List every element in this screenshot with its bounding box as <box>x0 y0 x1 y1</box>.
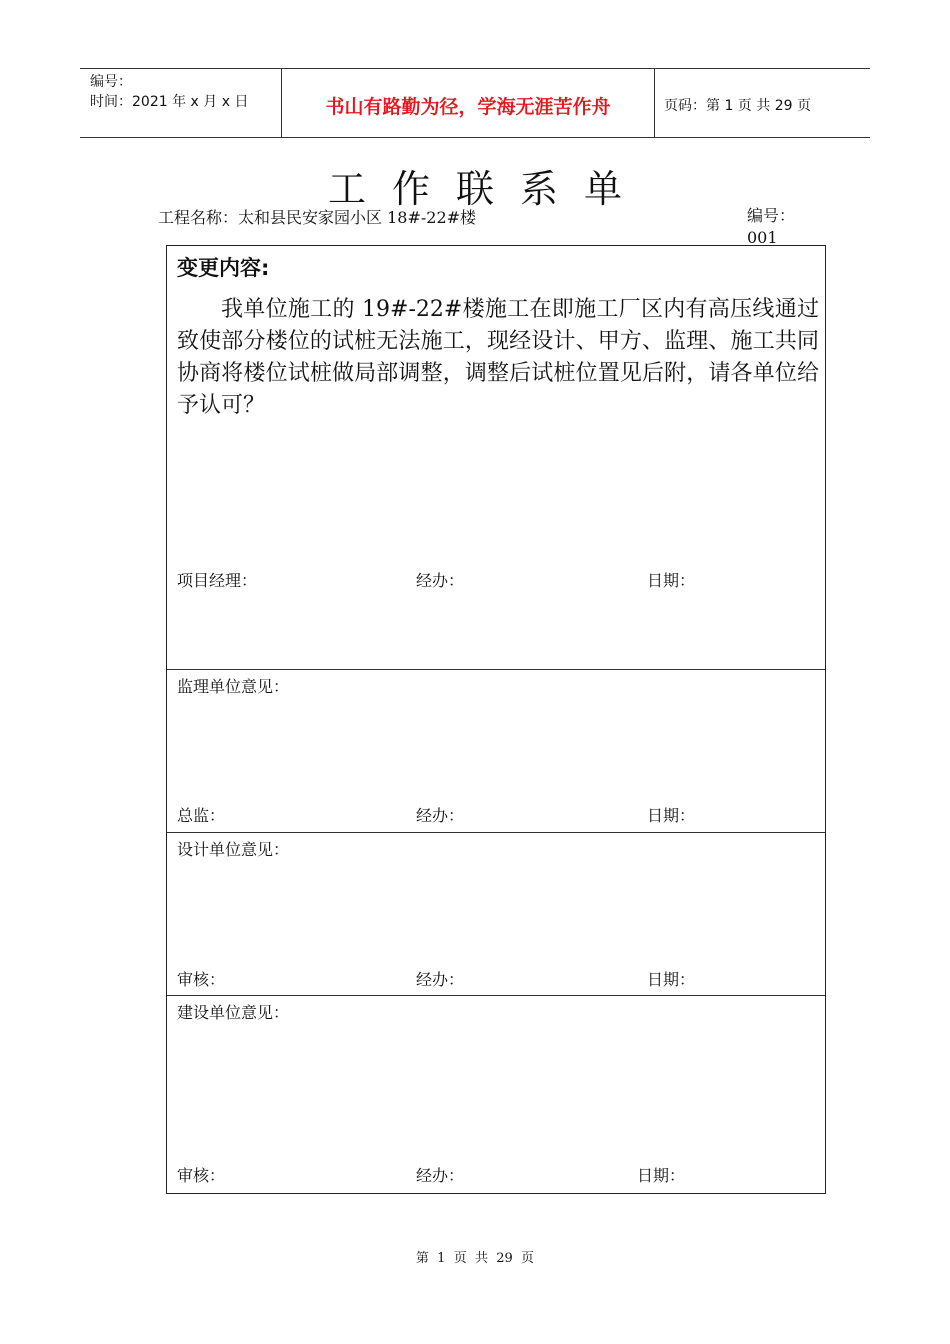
change-body: 我单位施工的 19#-22#楼施工在即施工厂区内有高压线通过致使部分楼位的试桩无法施工，现经设计、甲方、监理、施工共同协商将楼位试桩做局部调整，调整后试桩位置见后附，请各单位给予认可？ <box>177 297 819 418</box>
design-title: 设计单位意见： <box>177 840 290 859</box>
design-handler-label: 经办： <box>416 970 465 989</box>
header-page-cell <box>655 69 870 137</box>
design-review-label: 审核： <box>177 970 226 989</box>
header-motto-cell <box>282 69 655 137</box>
construction-date-label: 日期： <box>637 1166 686 1185</box>
supervision-title: 监理单位意见： <box>177 677 290 696</box>
header-table <box>80 68 870 138</box>
page-title: 工作联系单 <box>327 167 648 211</box>
section-divider <box>167 669 825 670</box>
doc-number <box>747 205 807 249</box>
page-footer: 第 1 页 共 29 页 <box>415 1251 535 1266</box>
construction-review-label: 审核： <box>177 1166 226 1185</box>
change-heading: 变更内容: <box>177 256 270 280</box>
header-meta-cell <box>80 69 282 137</box>
supervision-date-label: 日期： <box>647 806 696 825</box>
supervision-handler-label: 经办： <box>416 806 465 825</box>
header-motto: 书山有路勤为径，学海无涯苦作舟 <box>325 96 611 118</box>
manager-label: 项目经理： <box>177 571 258 590</box>
doc-number-label: 编号： <box>747 206 796 225</box>
supervision-chief-label: 总监： <box>177 806 226 825</box>
construction-handler-label: 经办： <box>416 1166 465 1185</box>
design-date-label: 日期： <box>647 970 696 989</box>
section-divider <box>167 995 825 996</box>
change-handler-label: 经办： <box>416 571 465 590</box>
project-name: 工程名称：太和县民安家园小区 18#-22#楼 <box>158 208 477 227</box>
header-time: 时间：2021 年 x 月 x 日 <box>90 94 249 110</box>
change-date-label: 日期： <box>647 571 696 590</box>
doc-number-value: 001 <box>747 228 778 247</box>
header-number-label: 编号： <box>90 74 132 90</box>
header-page-info: 页码：第 1 页 共 29 页 <box>664 98 811 114</box>
section-divider <box>167 832 825 833</box>
construction-title: 建设单位意见： <box>177 1003 290 1022</box>
contact-form <box>166 245 826 1194</box>
